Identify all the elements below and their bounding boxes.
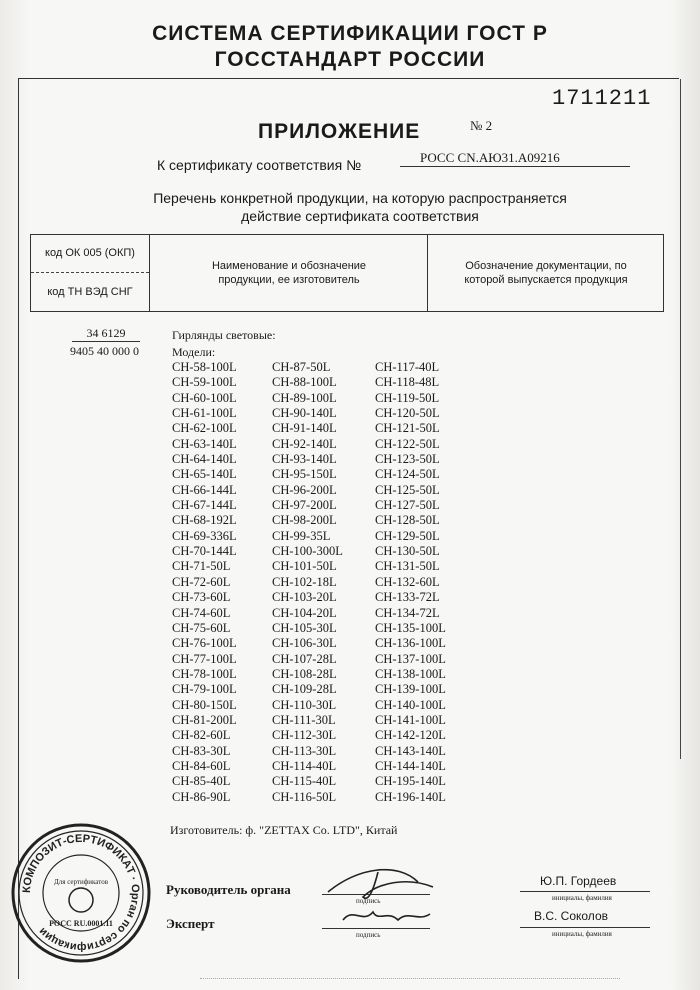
code-tn-header: код ТН ВЭД СНГ — [47, 286, 133, 298]
agency-title: ГОССТАНДАРТ РОССИИ — [214, 48, 486, 71]
model-item: СН-139-100L — [375, 682, 446, 697]
expert-signature-sub: подпись — [356, 931, 381, 939]
model-item: СН-117-40L — [375, 360, 440, 374]
model-item: СН-104-20L — [272, 605, 337, 620]
model-item: СН-128-50L — [375, 513, 440, 528]
model-item: СН-87-50L — [272, 360, 331, 374]
handwritten-signature-icon — [318, 862, 448, 942]
model-item: СН-93-140L — [272, 452, 337, 467]
model-item: СН-69-336L — [172, 528, 237, 543]
model-item: СН-107-28L — [272, 651, 337, 666]
model-item: СН-95-150L — [272, 467, 337, 482]
model-item: СН-59-100L — [172, 375, 237, 390]
registration-number: 1711211 — [552, 86, 652, 111]
model-item: СН-123-50L — [375, 452, 440, 467]
list-heading-line2: действие сертификата соответствия — [241, 208, 479, 224]
model-item: СН-74-60L — [172, 605, 231, 620]
model-item: СН-100-300L — [272, 544, 343, 559]
certificate-label: К сертификату соответствия № — [157, 157, 362, 173]
model-item: СН-82-60L — [172, 728, 231, 743]
models-column-1 — [172, 360, 237, 805]
product-code-ok: 34 6129 — [72, 326, 140, 342]
model-item: СН-103-20L — [272, 590, 337, 605]
models-label: Модели: — [172, 345, 216, 359]
model-item: СН-111-30L — [272, 712, 336, 727]
code-column-header — [31, 235, 150, 311]
model-item: СН-85-40L — [172, 774, 231, 789]
models-column-3 — [375, 360, 446, 805]
head-name-sub: инициалы, фамилия — [552, 894, 612, 902]
model-item: СН-136-100L — [375, 636, 446, 651]
model-item: СН-81-200L — [172, 712, 237, 727]
model-item: СН-132-60L — [375, 574, 440, 589]
model-item: СН-80-150L — [172, 697, 237, 712]
model-item: СН-114-40L — [272, 758, 337, 773]
model-item: СН-118-48L — [375, 375, 440, 390]
model-item: СН-195-140L — [375, 774, 446, 789]
model-item: СН-121-50L — [375, 421, 440, 436]
model-item: СН-63-140L — [172, 436, 237, 451]
model-item: СН-131-50L — [375, 559, 440, 574]
model-item: СН-97-200L — [272, 498, 337, 513]
expert-signature-label: Эксперт — [166, 916, 215, 931]
head-signature-sub: подпись — [356, 897, 381, 905]
model-item: СН-84-60L — [172, 758, 231, 773]
system-title: СИСТЕМА СЕРТИФИКАЦИИ ГОСТ Р — [152, 22, 548, 45]
model-item: СН-141-100L — [375, 712, 446, 727]
model-item: СН-142-120L — [375, 728, 446, 743]
model-item: СН-79-100L — [172, 682, 237, 697]
svg-text:КОМПОЗИТ-СЕРТИФИКАТ · Орган по — [21, 833, 141, 953]
model-item: СН-83-30L — [172, 743, 231, 758]
doc-column-header — [429, 235, 663, 311]
model-item: СН-99-35L — [272, 528, 331, 543]
model-item: СН-105-30L — [272, 620, 337, 635]
model-item: СН-120-50L — [375, 406, 440, 421]
table-header — [30, 234, 664, 312]
model-item: СН-76-100L — [172, 636, 237, 651]
model-item: СН-127-50L — [375, 498, 440, 513]
model-item: СН-66-144L — [172, 482, 237, 497]
footer-line — [200, 978, 620, 983]
model-item: СН-129-50L — [375, 528, 440, 543]
model-item: СН-71-50L — [172, 559, 231, 574]
list-heading — [60, 189, 660, 225]
model-item: СН-113-30L — [272, 743, 337, 758]
model-item: СН-91-140L — [272, 421, 337, 436]
name-column-label: Наименование и обозначение продукции, ее изготовитель — [211, 260, 367, 286]
head-name-line — [520, 891, 650, 892]
model-item: СН-61-100L — [172, 406, 237, 421]
expert-name: В.С. Соколов — [534, 909, 608, 923]
model-item: СН-144-140L — [375, 758, 446, 773]
certification-seal-icon — [10, 822, 152, 964]
model-item: СН-68-192L — [172, 513, 237, 528]
model-item: СН-140-100L — [375, 697, 446, 712]
model-item: СН-77-100L — [172, 651, 237, 666]
model-item: СН-86-90L — [172, 789, 231, 804]
model-item: СН-110-30L — [272, 697, 337, 712]
model-item: СН-67-144L — [172, 498, 237, 513]
appendix-number: № 2 — [470, 118, 493, 133]
model-item: СН-138-100L — [375, 666, 446, 681]
seal-outer-text: КОМПОЗИТ-СЕРТИФИКАТ · Орган по сертификации — [20, 832, 142, 954]
model-item: СН-101-50L — [272, 559, 337, 574]
model-item: СН-133-72L — [375, 590, 440, 605]
model-item: СН-58-100L — [172, 360, 237, 374]
model-item: СН-88-100L — [272, 375, 337, 390]
model-item: СН-116-50L — [272, 789, 337, 804]
model-item: СН-124-50L — [375, 467, 440, 482]
model-item: СН-196-140L — [375, 789, 446, 804]
certificate-number: РОСС CN.АЮ31.А09216 — [400, 150, 630, 167]
model-item: СН-130-50L — [375, 544, 440, 559]
model-item: СН-119-50L — [375, 390, 440, 405]
model-item: СН-135-100L — [375, 620, 446, 635]
model-item: СН-98-200L — [272, 513, 337, 528]
doc-column-label: Обозначение документации, по которой выпускается продукция — [464, 260, 628, 286]
model-item: СН-112-30L — [272, 728, 337, 743]
head-signature-label: Руководитель органа — [166, 882, 291, 897]
model-item: СН-134-72L — [375, 605, 440, 620]
model-item: СН-89-100L — [272, 390, 337, 405]
model-item: СН-73-60L — [172, 590, 231, 605]
model-item: СН-102-18L — [272, 574, 337, 589]
model-item: СН-125-50L — [375, 482, 440, 497]
model-item: СН-72-60L — [172, 574, 231, 589]
name-column-header — [151, 235, 428, 311]
model-item: СН-70-144L — [172, 544, 237, 559]
model-item: СН-92-140L — [272, 436, 337, 451]
model-item: СН-78-100L — [172, 666, 237, 681]
model-item: СН-137-100L — [375, 651, 446, 666]
model-item: СН-109-28L — [272, 682, 337, 697]
code-ok-header: код ОК 005 (ОКП) — [31, 235, 149, 273]
product-code-tn: 9405 40 000 0 — [70, 344, 139, 358]
model-item: СН-122-50L — [375, 436, 440, 451]
seal-inner-text: Для сертификатов — [53, 878, 109, 886]
model-item: СН-106-30L — [272, 636, 337, 651]
seal-reg: РОСС RU.0001.11 — [49, 919, 113, 928]
manufacturer: Изготовитель: ф. "ZETTAX Co. LTD", Китай — [170, 823, 398, 837]
model-item: СН-90-140L — [272, 406, 337, 421]
model-item: СН-60-100L — [172, 390, 237, 405]
list-heading-line1: Перечень конкретной продукции, на которую распространяется — [153, 190, 567, 206]
product-name: Гирлянды световые: — [172, 328, 276, 342]
model-item: СН-75-60L — [172, 620, 231, 635]
models-column-2 — [272, 360, 343, 805]
appendix-title: ПРИЛОЖЕНИЕ — [258, 120, 421, 143]
model-item: СН-108-28L — [272, 666, 337, 681]
expert-name-line — [520, 927, 650, 928]
model-item: СН-115-40L — [272, 774, 337, 789]
head-name: Ю.П. Гордеев — [540, 874, 617, 888]
model-item: СН-62-100L — [172, 421, 237, 436]
model-item: СН-143-140L — [375, 743, 446, 758]
expert-name-sub: инициалы, фамилия — [552, 930, 612, 938]
model-item: СН-65-140L — [172, 467, 237, 482]
model-item: СН-64-140L — [172, 452, 237, 467]
model-item: СН-96-200L — [272, 482, 337, 497]
